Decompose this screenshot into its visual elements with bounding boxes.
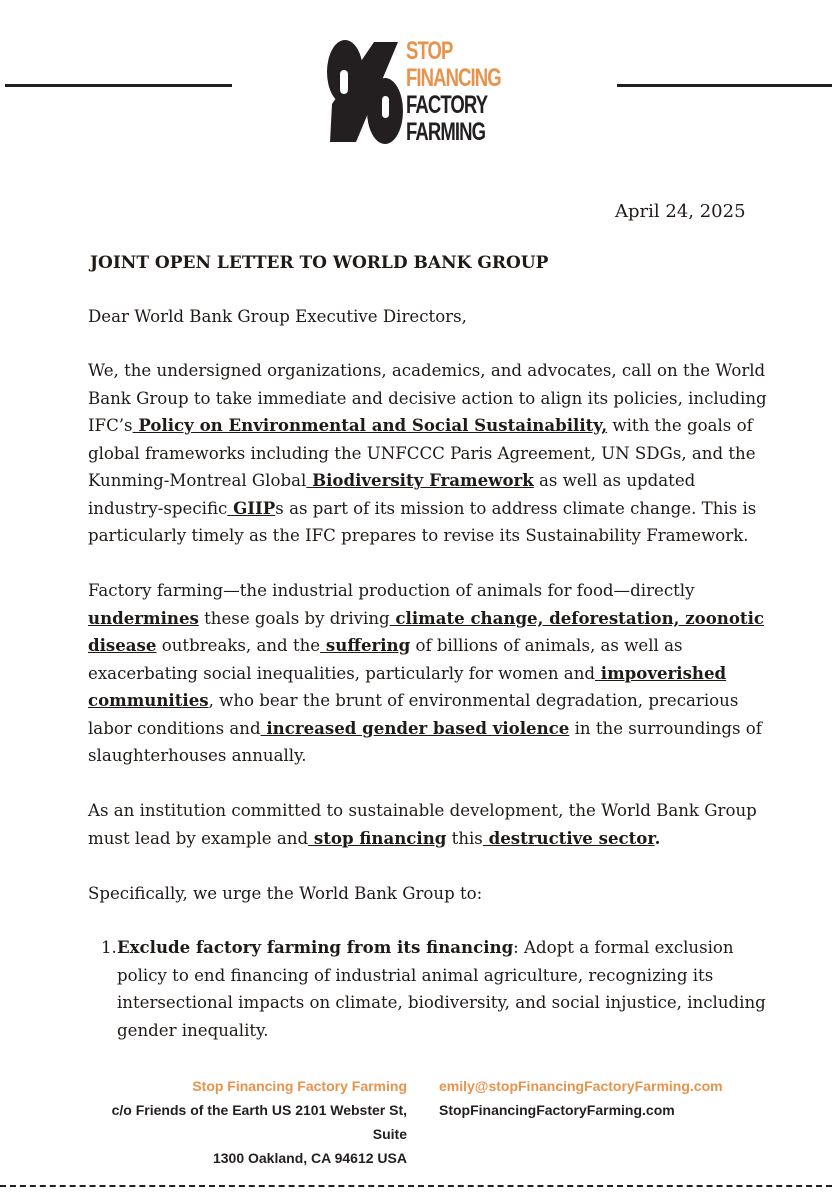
logo-wordmark [406,38,501,146]
list-item [101,934,769,1044]
paragraph-institution: As an institution committed to sustainable development, the World Bank Group must lead by example and stop financing this destructive sector. [88,801,757,848]
logo-line-farming: FARMING [406,118,486,146]
footer-contact-block [439,1074,739,1122]
footer-email-link[interactable]: emily@stopFinancingFactoryFarming.com [439,1078,723,1094]
logo [326,38,526,148]
logo-line-factory: FACTORY [406,91,488,119]
link-destructive-sector[interactable]: destructive sector [482,827,655,848]
paragraph-factory-farming: Factory farming—the industrial production of animals for food—directly undermines these goals by driving climate change, deforestation, zoonotic disease outbreaks, and the suffering of billions of animals, as well as exacerbating social inequalities, particularly for women and impoverished communities, who bear the brunt of environmental degradation, precarious labor conditions and increased gender based violence in the surroundings of slaughterhouses annually. [88,581,764,765]
link-giip[interactable]: GIIP [227,497,276,518]
link-stop-financing[interactable]: stop financing [308,827,447,848]
link-suffering[interactable]: suffering [320,635,411,655]
logo-line-stop: STOP [406,37,453,65]
list-item-text: : Adopt a formal exclusion policy to end financing of industrial animal agriculture, recognizing its intersectional impacts on climate, biodiversity, and social injustice, including gender inequality. [117,938,766,1040]
header-rule-right [617,84,832,87]
footer-address-block [98,1074,407,1170]
link-gender-based-violence[interactable]: increased gender based violence [260,717,570,738]
footer-website-link[interactable]: StopFinancingFactoryFarming.com [439,1102,675,1118]
paragraph-intro: We, the undersigned organizations, academics, and advocates, call on the World Bank Group to take immediate and decisive action to align its policies, including IFC’s Policy on Environmental and Social Sustainability, with the goals of global frameworks including the UNFCCC Paris Agreement, UN SDGs, and the Kunming-Montreal Global Biodiversity Framework as well as updated industry-specific GIIPs as part of its mission to address climate change. This is particularly timely as the IFC prepares to revise its Sustainability Framework. [88,361,767,545]
link-biodiversity-framework[interactable]: Biodiversity Framework [306,470,534,490]
footer-address-line1: c/o Friends of the Earth US 2101 Webster St, Suite [111,1102,407,1142]
footer-address-line2: 1300 Oakland, CA 94612 USA [212,1150,407,1166]
paragraph-urge: Specifically, we urge the World Bank Group to: [88,884,483,903]
footer-dashed-divider [0,1185,832,1187]
header-rule-left [5,84,232,87]
letter-title: JOINT OPEN LETTER TO WORLD BANK GROUP [90,253,549,273]
link-climate-deforestation-zoonotic[interactable]: climate change, deforestation, zoonotic disease [88,607,764,655]
link-impoverished-communities[interactable]: impoverished communities [88,662,727,710]
letter-date: April 24, 2025 [615,201,746,222]
link-policy-sustainability[interactable]: Policy on Environmental and Social Sustainability, [132,415,608,435]
link-undermines[interactable]: undermines [88,607,199,628]
salutation: Dear World Bank Group Executive Directors, [88,307,467,326]
demands-list [101,934,769,1044]
percent-logo-icon [326,38,404,146]
list-item-number: 1. [101,938,117,957]
logo-line-financing: FINANCING [406,64,501,92]
footer-org-name: Stop Financing Factory Farming [192,1078,407,1094]
list-item-heading: Exclude factory farming from its financing [117,937,514,957]
